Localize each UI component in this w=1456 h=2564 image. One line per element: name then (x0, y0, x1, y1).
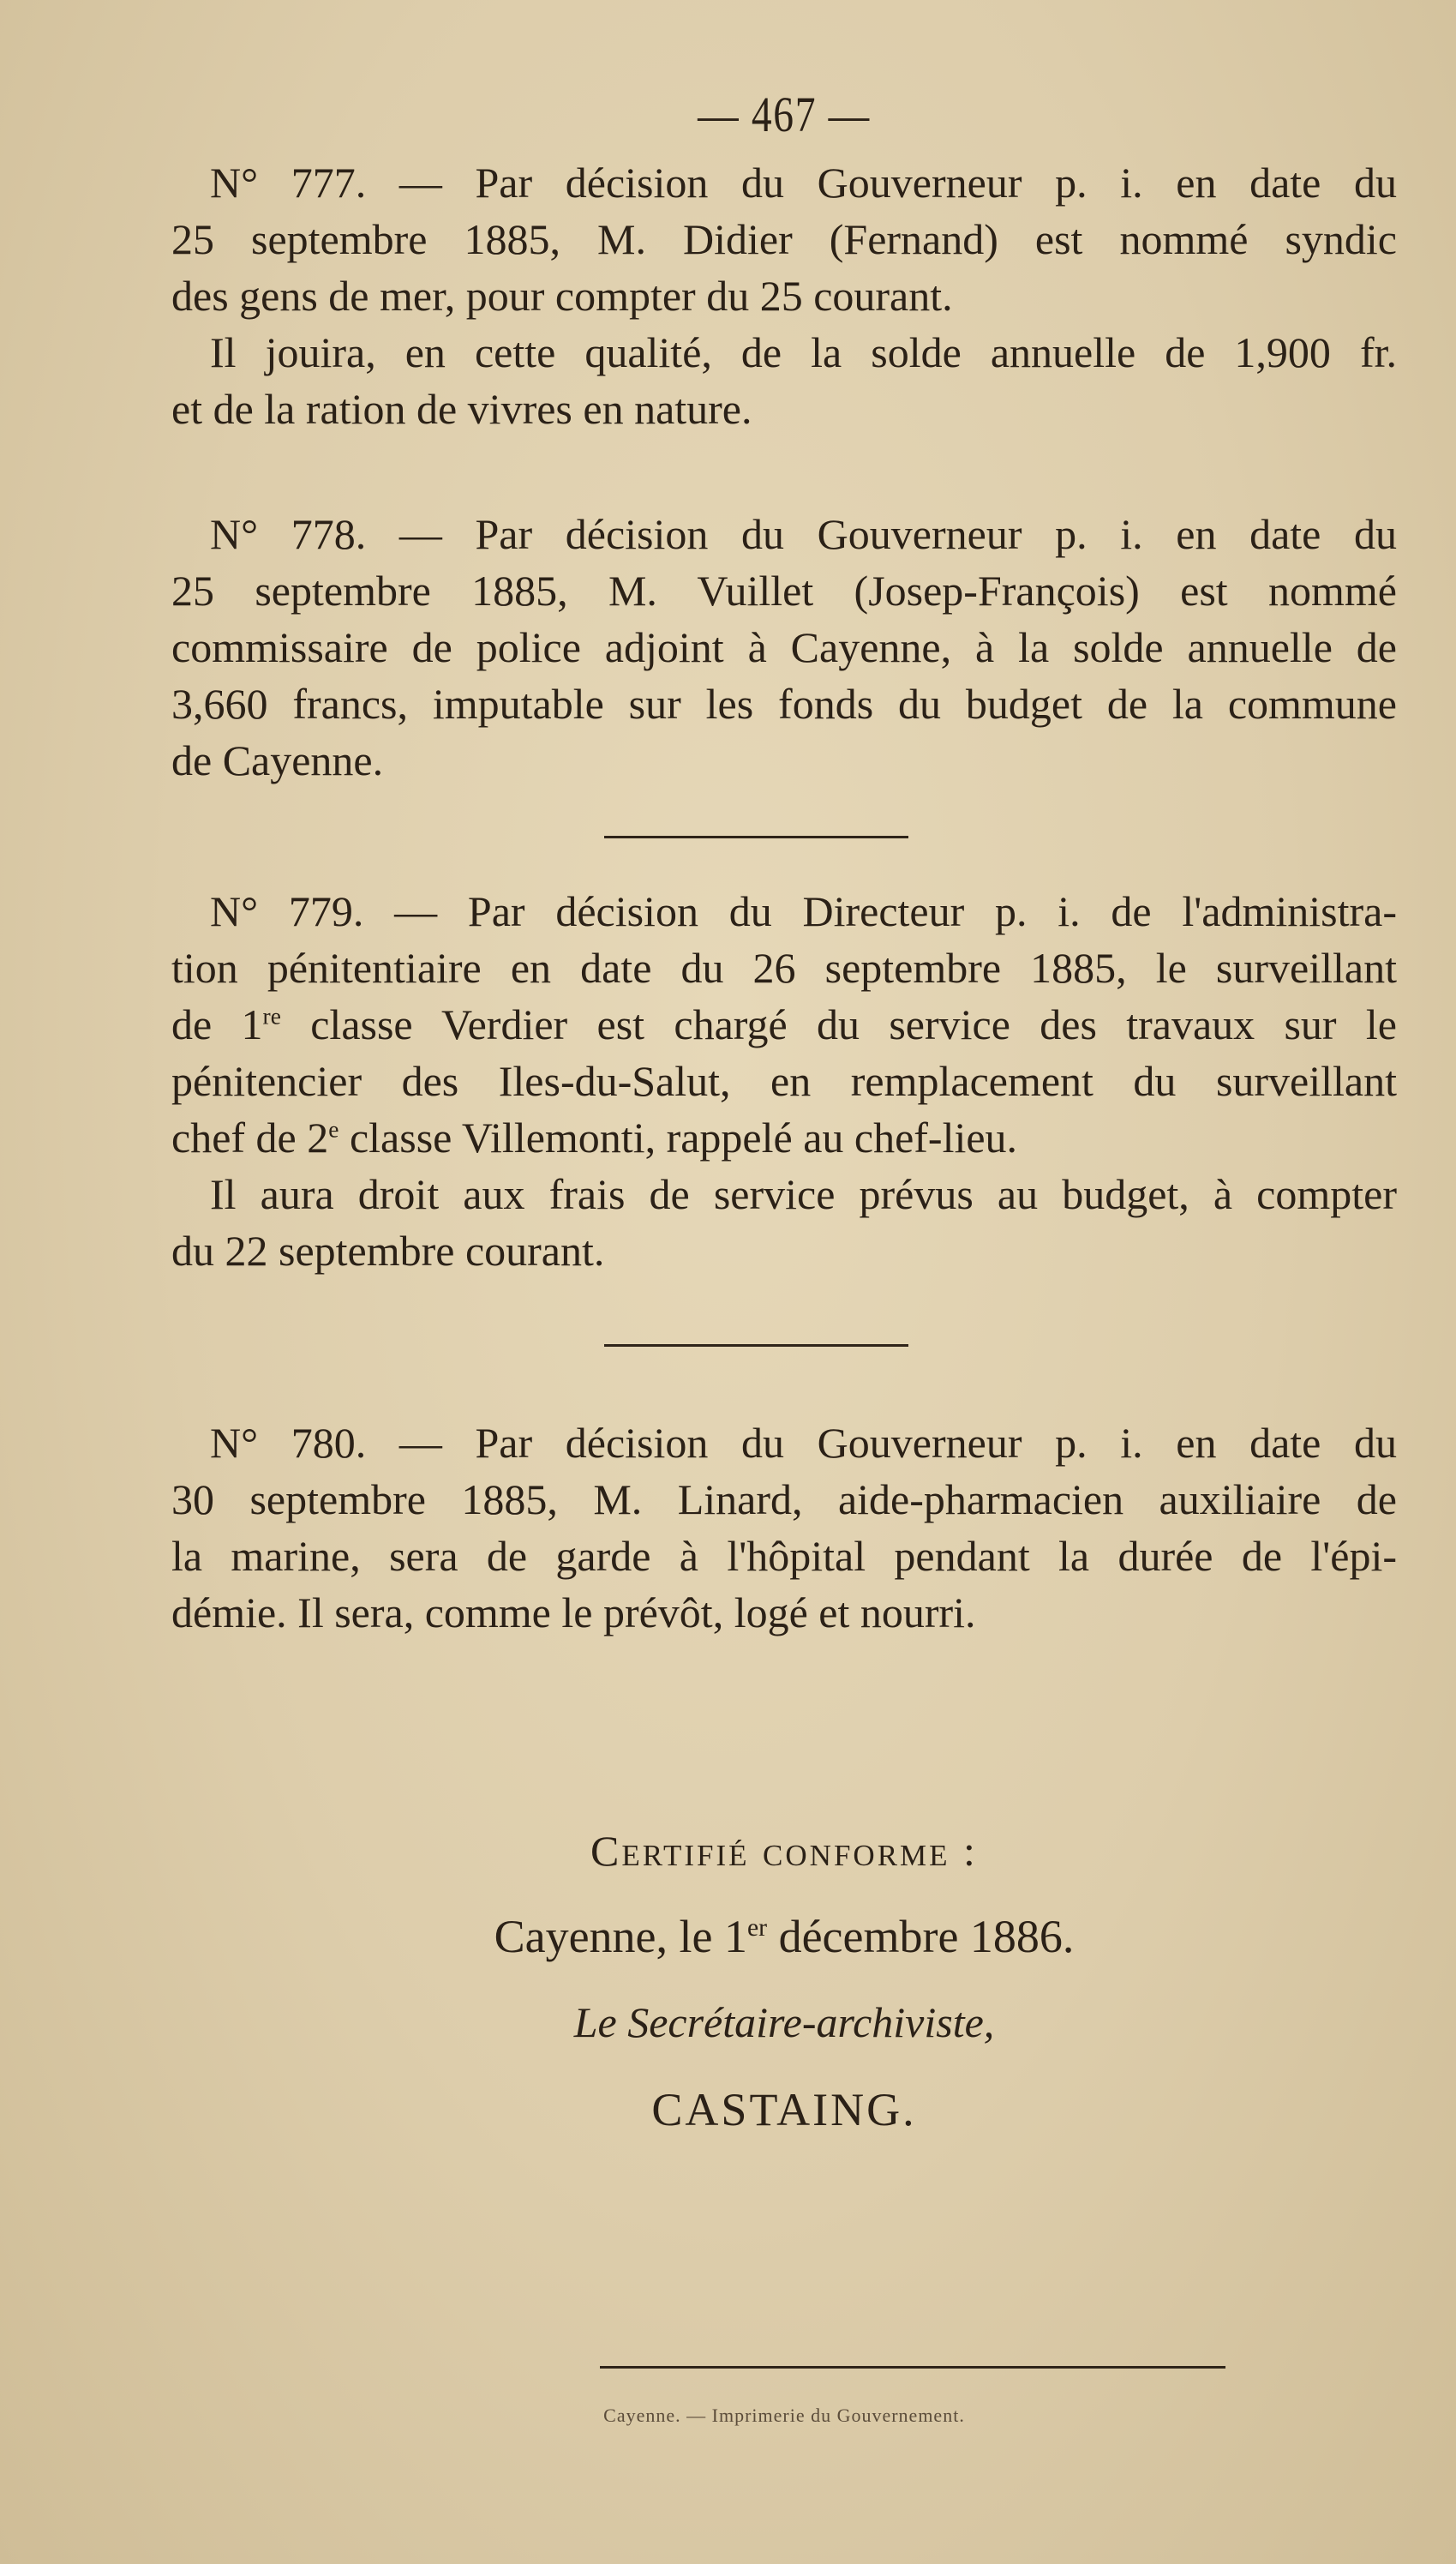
certification-place-date: Cayenne, le 1er décembre 1886. (494, 1911, 1075, 1962)
entry-779-line-4: pénitencier des Iles-du-Salut, en remplacement du surveillant (171, 1057, 1397, 1105)
entry-777-line-2: 25 septembre 1885, M. Didier (Fernand) est nommé syndic (171, 215, 1397, 263)
entry-779-line-3: de 1re classe Verdier est chargé du service des travaux sur le (171, 1000, 1397, 1048)
entry-779-line-6: Il aura droit aux frais de service prévus au budget, à compter (210, 1170, 1397, 1218)
entry-778-line-4: 3,660 francs, imputable sur les fonds du budget de la commune (171, 680, 1397, 728)
footer-rule (600, 2366, 1225, 2369)
entry-778-line-1: N° 778. — Par décision du Gouverneur p. i. en date du (210, 510, 1397, 558)
entry-778 (171, 506, 1397, 789)
entry-777-line-1: N° 777. — Par décision du Gouverneur p. i. en date du (210, 159, 1397, 207)
page-number: — 467 — (698, 87, 871, 142)
separator-rule (604, 836, 908, 838)
entry-780-line-4: démie. Il sera, comme le prévôt, logé et nourri. (171, 1588, 976, 1636)
entry-779-line-7: du 22 septembre courant. (171, 1227, 605, 1275)
entry-780-line-3: la marine, sera de garde à l'hôpital pendant la durée de l'épi- (171, 1532, 1397, 1580)
entry-778-line-5: de Cayenne. (171, 736, 384, 784)
certification-role: Le Secrétaire-archiviste, (573, 1998, 995, 2046)
entry-778-line-3: commissaire de police adjoint à Cayenne, à la solde annuelle de (171, 623, 1397, 671)
entry-778-line-2: 25 septembre 1885, M. Vuillet (Josep-François) est nommé (171, 567, 1397, 615)
printer-footer: Cayenne. — Imprimerie du Gouvernement. (603, 2405, 965, 2426)
certification-name: CASTAING. (651, 2084, 917, 2135)
separator-rule (604, 1344, 908, 1347)
entry-777-line-5: et de la ration de vivres en nature. (171, 385, 752, 433)
certification-title: Certifié conforme : (590, 1827, 978, 1875)
entry-779 (171, 883, 1397, 1279)
entry-780 (171, 1414, 1397, 1641)
entry-777-line-3: des gens de mer, pour compter du 25 courant. (171, 272, 953, 320)
entry-780-line-2: 30 septembre 1885, M. Linard, aide-pharmacien auxiliaire de (171, 1475, 1397, 1523)
entry-779-line-1: N° 779. — Par décision du Directeur p. i. de l'administra- (210, 887, 1397, 935)
entry-780-line-1: N° 780. — Par décision du Gouverneur p. i. en date du (210, 1419, 1397, 1467)
entry-777-line-4: Il jouira, en cette qualité, de la solde annuelle de 1,900 fr. (210, 328, 1397, 376)
entry-777 (171, 154, 1397, 437)
entry-779-line-5: chef de 2e classe Villemonti, rappelé au chef-lieu. (171, 1114, 1018, 1162)
entry-779-line-2: tion pénitentiaire en date du 26 septembre 1885, le surveillant (171, 944, 1397, 992)
